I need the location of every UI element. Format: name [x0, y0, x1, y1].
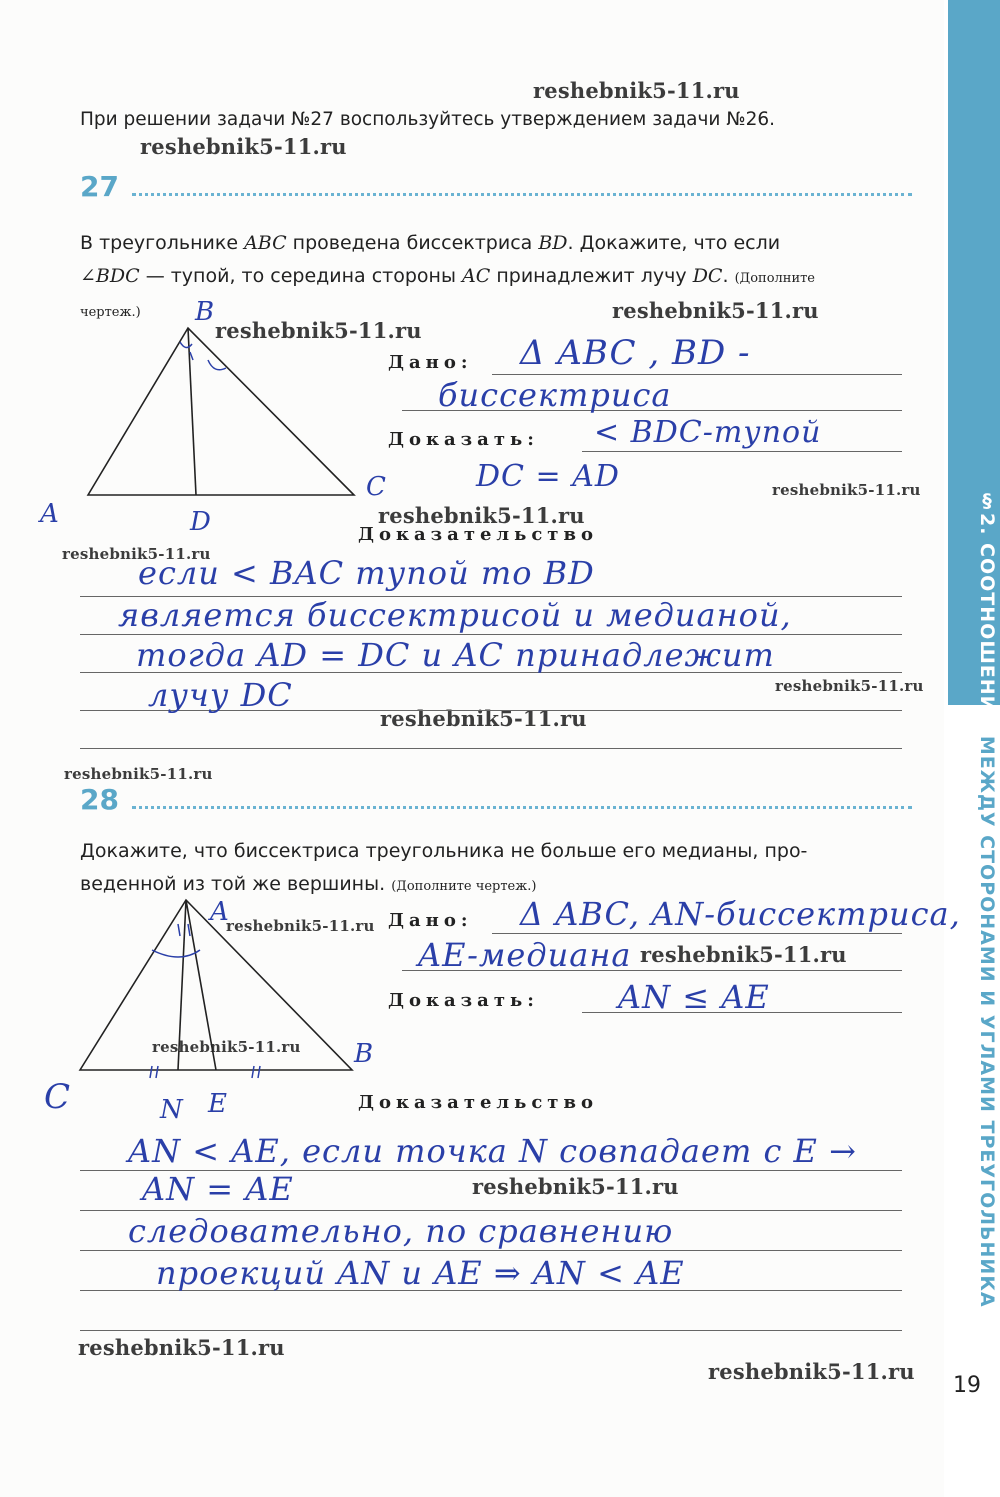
prove-answer-1: < BDC-тупой	[594, 415, 822, 450]
prove-label: Доказать:	[388, 990, 539, 1011]
proof-line-3: тогда AD = DC и AC принадлежит	[136, 636, 775, 674]
answer-line	[80, 1330, 902, 1331]
watermark: reshebnik5-11.ru	[708, 1359, 915, 1384]
task27-statement-line2: ∠BDC — тупой, то середина стороны AC принадлежит лучу DC. (Дополните	[80, 265, 815, 287]
answer-line	[80, 748, 902, 749]
proof-line-1: AN < AE, если точка N совпадает с E →	[128, 1132, 857, 1170]
proof-label: Доказательство	[358, 524, 598, 545]
vertex-a-label: A	[210, 897, 229, 927]
task-divider	[132, 806, 912, 809]
answer-line	[582, 451, 902, 452]
watermark: reshebnik5-11.ru	[772, 481, 921, 499]
answer-line	[80, 1210, 902, 1211]
watermark: reshebnik5-11.ru	[226, 917, 375, 935]
watermark: reshebnik5-11.ru	[78, 1335, 285, 1360]
watermark: reshebnik5-11.ru	[533, 78, 740, 103]
watermark: reshebnik5-11.ru	[64, 765, 213, 783]
watermark: reshebnik5-11.ru	[152, 1038, 301, 1056]
watermark: reshebnik5-11.ru	[378, 503, 585, 528]
answer-line	[492, 374, 902, 375]
watermark: reshebnik5-11.ru	[380, 706, 587, 731]
vertex-c-label: C	[366, 472, 386, 502]
task-number-28: 28	[80, 783, 119, 816]
intro-text: При решении задачи №27 воспользуйтесь утверждением задачи №26.	[80, 109, 775, 130]
vertex-b-label: B	[195, 297, 215, 327]
given-answer-1: Δ ABC , BD -	[520, 333, 751, 373]
task28-statement: Докажите, что биссектриса треугольника не больше его медианы, про-	[80, 840, 808, 862]
watermark: reshebnik5-11.ru	[640, 942, 847, 967]
task28-statement-line2: веденной из той же вершины. (Дополните чертеж.)	[80, 873, 537, 895]
page-number: 19	[953, 1373, 981, 1398]
answer-line	[80, 1250, 902, 1251]
task-number-27: 27	[80, 170, 119, 203]
task-divider	[132, 193, 912, 196]
task27-note-line2: чертеж.)	[80, 305, 141, 320]
watermark: reshebnik5-11.ru	[775, 677, 924, 695]
prove-answer-1: AN ≤ AE	[618, 978, 770, 1016]
proof-line-1: если < BAC тупой то BD	[138, 554, 595, 592]
answer-line	[492, 933, 902, 934]
proof-label: Доказательство	[358, 1092, 598, 1113]
answer-line	[80, 634, 902, 635]
proof-line-2: является биссектрисой и медианой,	[118, 596, 792, 634]
watermark: reshebnik5-11.ru	[62, 545, 211, 563]
watermark: reshebnik5-11.ru	[140, 134, 347, 159]
point-n-label: N	[160, 1095, 183, 1125]
point-e-label: E	[208, 1089, 227, 1119]
task27-figure	[30, 290, 386, 550]
given-label: Дано:	[388, 352, 473, 373]
task28-figure	[40, 890, 390, 1130]
proof-line-2: AN = AE	[142, 1170, 294, 1208]
given-answer-2: биссектриса	[438, 376, 672, 414]
given-answer-2: AE-медиана	[418, 936, 632, 974]
watermark: reshebnik5-11.ru	[612, 298, 819, 323]
task27-note: (Дополните	[734, 271, 815, 286]
proof-line-3: следовательно, по сравнению	[128, 1212, 674, 1250]
chapter-title-part1: §2. СООТНОШЕНИЯ	[976, 490, 998, 729]
vertex-b-label: B	[354, 1039, 374, 1069]
chapter-title	[958, 490, 998, 1308]
prove-label: Доказать:	[388, 429, 539, 450]
vertex-a-label: A	[40, 499, 59, 529]
task27-statement: В треугольнике ABC проведена биссектриса BD. Докажите, что если	[80, 232, 781, 254]
chapter-title-part2: МЕЖДУ СТОРОНАМИ И УГЛАМИ ТРЕУГОЛЬНИКА	[976, 728, 998, 1308]
watermark: reshebnik5-11.ru	[472, 1174, 679, 1199]
watermark: reshebnik5-11.ru	[215, 318, 422, 343]
proof-line-4: лучу DC	[148, 676, 293, 714]
given-answer-1: Δ ABC, AN-биссектриса,	[520, 895, 961, 933]
given-label: Дано:	[388, 910, 473, 931]
vertex-c-label: C	[44, 1077, 71, 1117]
task28-note: (Дополните чертеж.)	[391, 879, 537, 894]
proof-line-4: проекций AN и AE ⇒ AN < AE	[156, 1254, 685, 1292]
prove-answer-2: DC = AD	[476, 459, 620, 494]
point-d-label: D	[190, 507, 211, 537]
